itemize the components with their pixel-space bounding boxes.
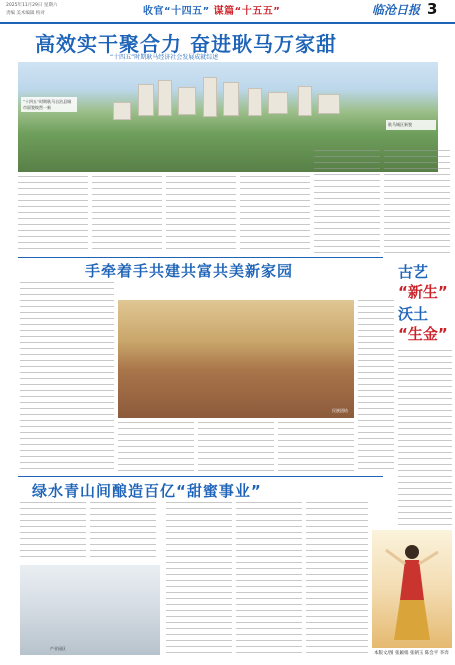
- story3-column-4: [236, 502, 302, 657]
- story3-column-5: [306, 502, 368, 657]
- main-headline: 高效实干聚合力 奋进耿马万家甜: [35, 32, 337, 56]
- photo-caption: 产业园区: [50, 646, 66, 651]
- side-column-text: [398, 350, 452, 525]
- building-shape: [318, 94, 340, 114]
- story3-column-2: [90, 502, 156, 562]
- photo-note-right: 耿马城区新貌: [386, 120, 436, 130]
- divider-line: [18, 476, 383, 477]
- side-title-quote-1: “新生”: [398, 283, 448, 301]
- photo-caption: 民族团结: [332, 408, 348, 413]
- story3-column-3: [166, 502, 232, 657]
- building-shape: [158, 80, 172, 116]
- story1-column-2: [92, 176, 162, 254]
- building-shape: [203, 77, 217, 117]
- story2-column-2: [118, 422, 194, 472]
- ethnic-unity-photo: [118, 300, 354, 418]
- story2-column-right: [358, 300, 394, 472]
- building-shape: [113, 102, 131, 120]
- building-shape: [298, 86, 312, 116]
- main-subheadline: “十四五”时期耿马经济社会发展成就综述: [110, 54, 219, 61]
- story2-column-3: [198, 422, 274, 472]
- story3-headline: 绿水青山间酿造百亿“甜蜜事业”: [32, 482, 262, 500]
- building-shape: [248, 88, 262, 116]
- credits-line: 本版文/图 张颖娟 张朝玉 陈会平 李奔: [374, 651, 449, 656]
- side-title-word-1: 古艺: [398, 263, 429, 281]
- building-shape: [138, 84, 154, 116]
- editor-line: 责编 美术编辑 校对: [6, 11, 45, 16]
- side-title-word-2: 沃土: [398, 305, 429, 323]
- story2-headline: 手牵着手共建共富共美新家园: [85, 262, 294, 280]
- building-shape: [223, 82, 239, 116]
- industrial-park-photo: [20, 565, 160, 655]
- dancer-photo: [372, 530, 452, 648]
- story1-column-4: [240, 176, 310, 254]
- story2-column-left: [20, 282, 114, 472]
- newspaper-logo: 临沧日报: [372, 3, 421, 17]
- story1-column-3: [166, 176, 236, 254]
- side-title-quote-2: “生金”: [398, 325, 448, 343]
- section-title-right: 谋篇“十五五”: [213, 6, 281, 17]
- section-title: [143, 2, 280, 17]
- story1-column-6: [384, 150, 450, 254]
- page-number: 3: [427, 0, 438, 18]
- story2-column-4: [278, 422, 354, 472]
- building-shape: [178, 87, 196, 115]
- date-line: 2025年11月29日 星期六: [6, 3, 58, 8]
- dancer-figure-icon: [372, 530, 452, 648]
- section-title-left: 收官“十四五”: [143, 6, 210, 17]
- story3-column-1: [20, 502, 86, 562]
- photo-note-left: “十四五”时期耿马自治县城市面貌焕然一新: [21, 97, 77, 112]
- divider-line: [18, 257, 383, 258]
- story1-column-1: [18, 176, 88, 254]
- story1-column-5: [314, 150, 380, 254]
- side-column-title: [398, 262, 455, 344]
- building-shape: [268, 92, 288, 114]
